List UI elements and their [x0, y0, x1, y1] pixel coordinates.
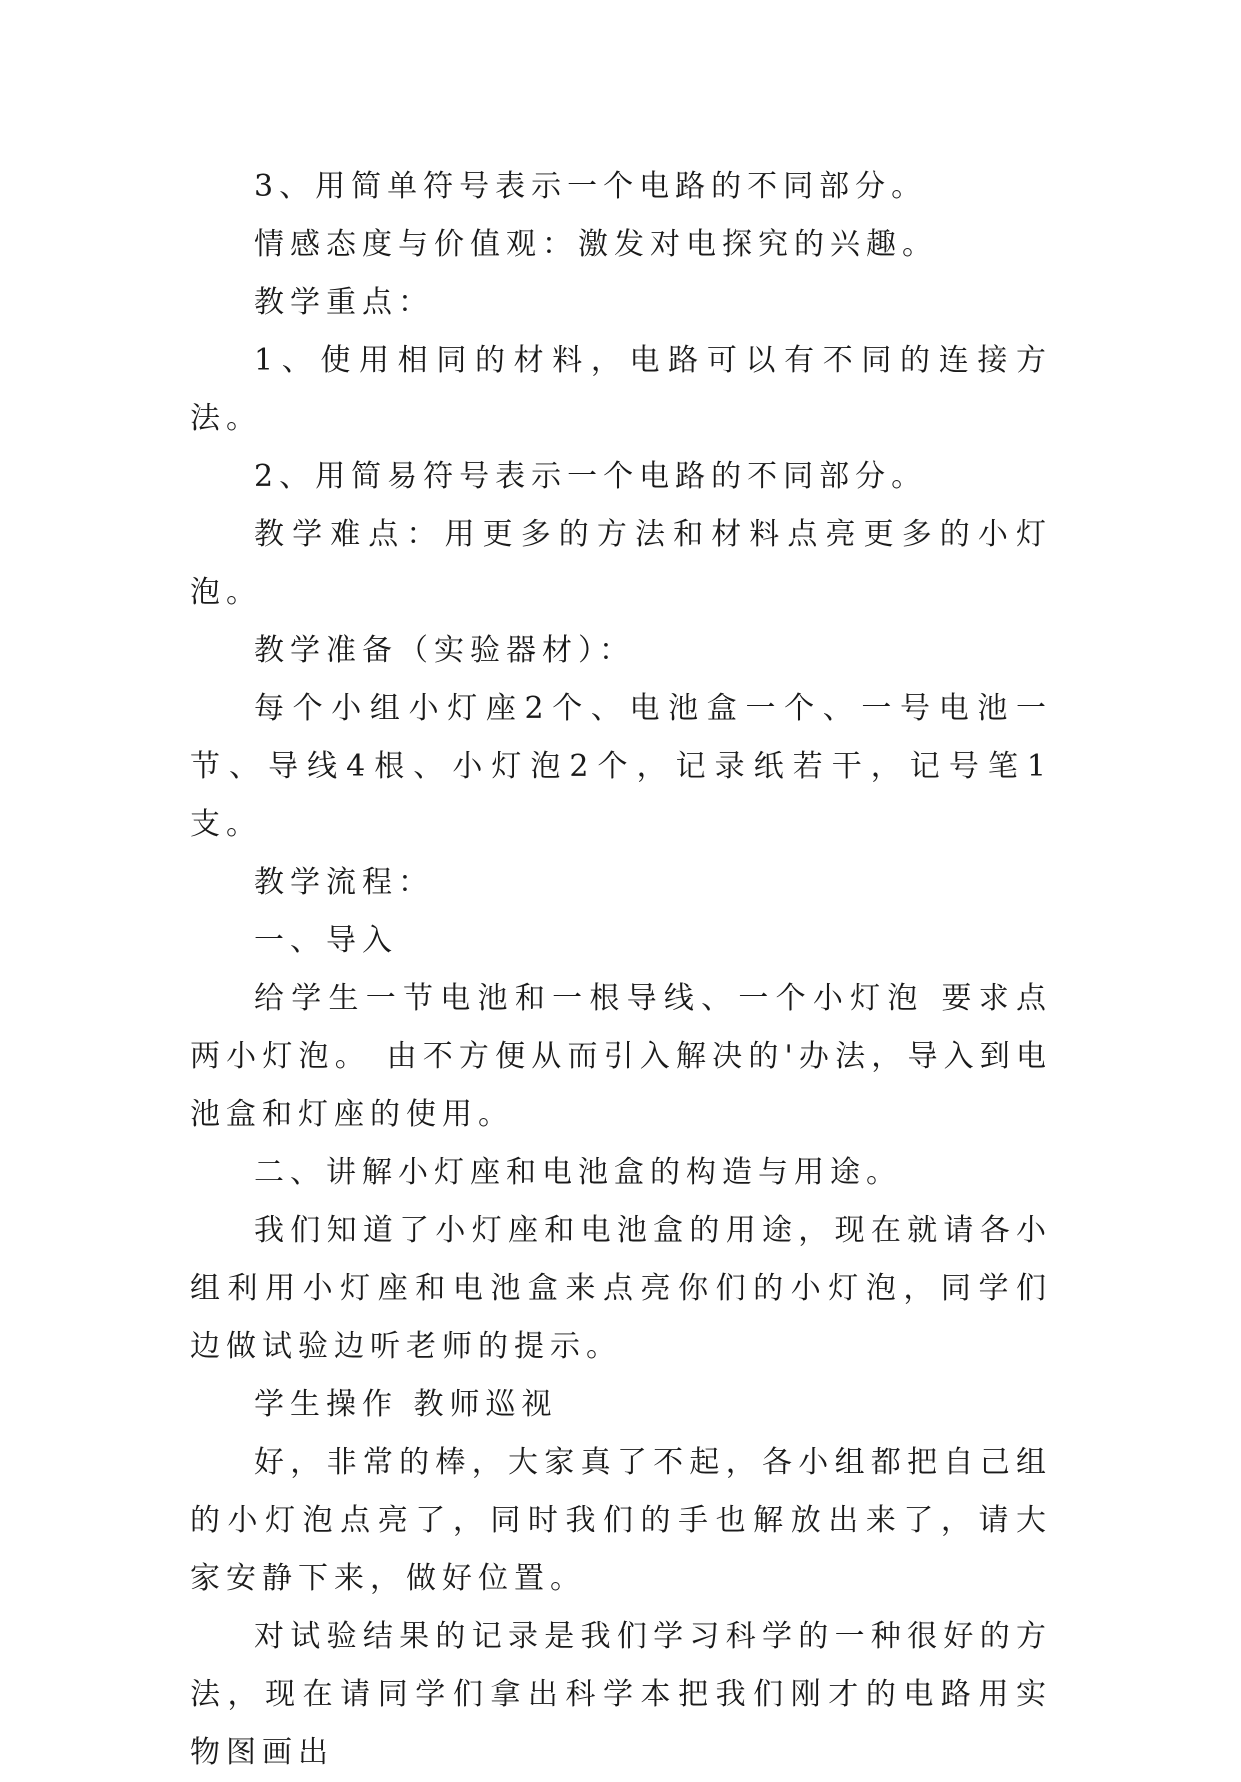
- paragraph-materials: 每个小组小灯座2个、电池盒一个、一号电池一节、导线4根、小灯泡2个，记录纸若干，记号笔1支。: [190, 691, 1052, 842]
- paragraph-objective-3: 3、用简单符号表示一个电路的不同部分。: [254, 169, 928, 204]
- paragraph-introduction: 给学生一节电池和一根导线、一个小灯泡 要求点两小灯泡。 由不方便从而引入解决的'办法，导入到电池盒和灯座的使用。: [190, 981, 1052, 1132]
- heading-introduction: 一、导入: [254, 923, 398, 958]
- paragraph-attitude-values: 情感态度与价值观：激发对电探究的兴趣。: [254, 227, 938, 262]
- paragraph-recording: 对试验结果的记录是我们学习科学的一种很好的方法，现在请同学们拿出科学本把我们刚才的电路用实物图画出: [190, 1619, 1052, 1770]
- heading-explanation: 二、讲解小灯座和电池盒的构造与用途。: [254, 1155, 902, 1190]
- paragraph-praise: 好，非常的棒，大家真了不起，各小组都把自己组的小灯泡点亮了，同时我们的手也解放出来了，请大家安静下来，做好位置。: [190, 1445, 1052, 1596]
- paragraph-key-point-2: 2、用简易符号表示一个电路的不同部分。: [254, 459, 928, 494]
- paragraph-student-operation: 学生操作 教师巡视: [254, 1387, 558, 1422]
- paragraph-key-point-1: 1、使用相同的材料，电路可以有不同的连接方法。: [190, 343, 1052, 436]
- heading-key-points: 教学重点：: [254, 285, 434, 320]
- heading-preparation: 教学准备（实验器材）：: [254, 633, 635, 668]
- paragraph-explanation: 我们知道了小灯座和电池盒的用途，现在就请各小组利用小灯座和电池盒来点亮你们的小灯泡，同学们边做试验边听老师的提示。: [190, 1213, 1052, 1364]
- heading-teaching-process: 教学流程：: [254, 865, 434, 900]
- document-body: [190, 158, 1052, 1782]
- paragraph-difficulty: 教学难点：用更多的方法和材料点亮更多的小灯泡。: [190, 517, 1052, 610]
